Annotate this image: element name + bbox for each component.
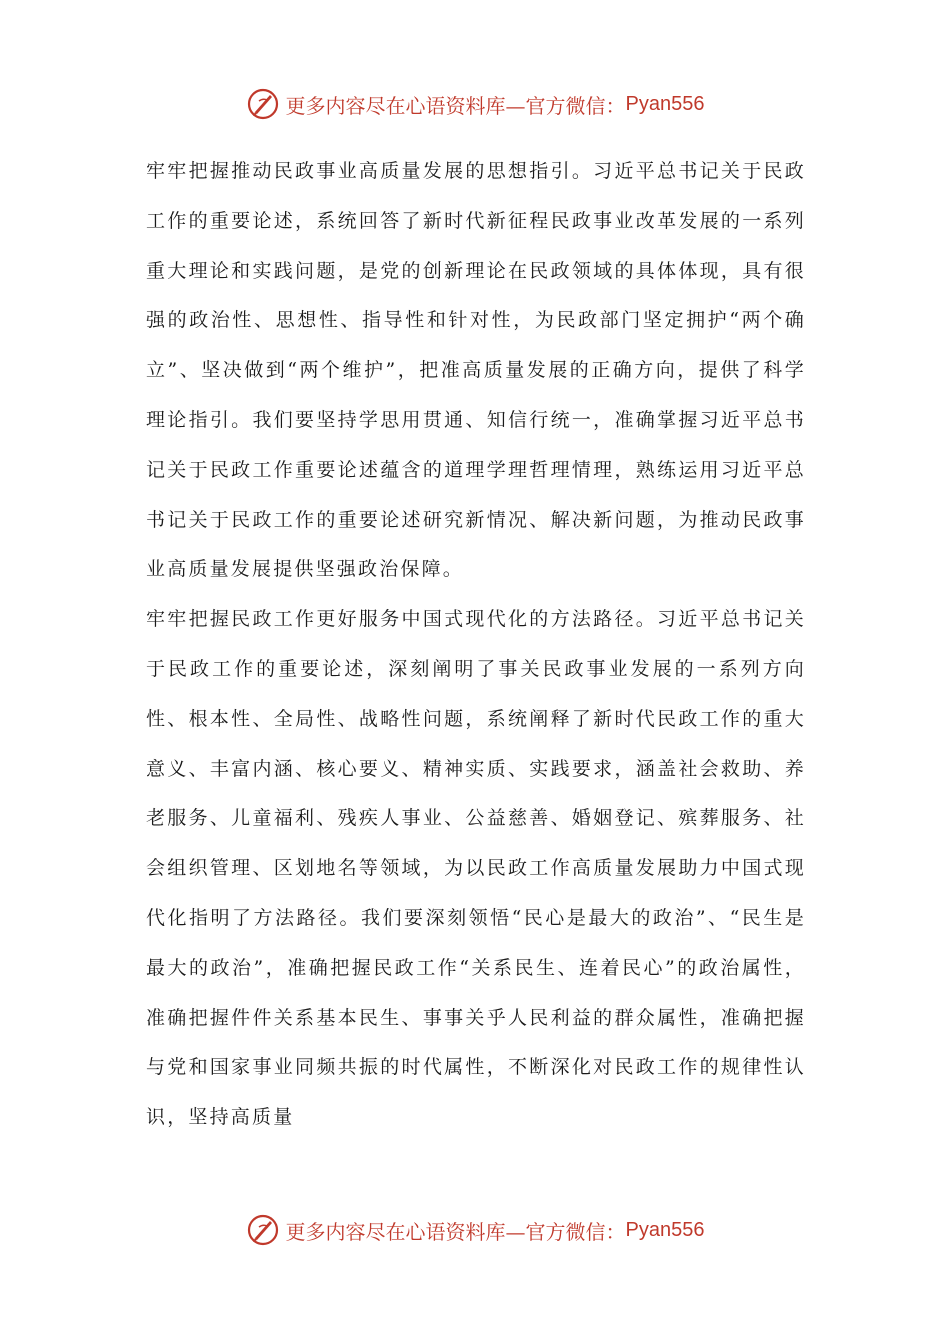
footer-watermark-banner	[0, 1210, 950, 1250]
header-watermark-banner	[0, 84, 950, 124]
paragraph-2: 牢牢把握民政工作更好服务中国式现代化的方法路径。习近平总书记关于民政工作的重要论述，深刻阐明了事关民政事业发展的一系列方向性、根本性、全局性、战略性问题，系统阐释了新时代民政工作的重大意义、丰富内涵、核心要义、精神实质、实践要求，涵盖社会救助、养老服务、儿童福利、残疾人事业、公益慈善、婚姻登记、殡葬服务、社会组织管理、区划地名等领域，为以民政工作高质量发展助力中国式现代化指明了方法路径。我们要深刻领悟“民心是最大的政治”、“民生是最大的政治”，准确把握民政工作“关系民生、连着民心”的政治属性，准确把握件件关系基本民生、事事关乎人民利益的群众属性，准确把握与党和国家事业同频共振的时代属性，不断深化对民政工作的规律性认识，坚持高质量	[146, 608, 806, 1129]
paragraph-1: 牢牢把握推动民政事业高质量发展的思想指引。习近平总书记关于民政工作的重要论述，系统回答了新时代新征程民政事业改革发展的一系列重大理论和实践问题，是党的创新理论在民政领域的具体体现，具有很强的政治性、思想性、指导性和针对性，为民政部门坚定拥护“两个确立”、坚决做到“两个维护”，把准高质量发展的正确方向，提供了科学理论指引。我们要坚持学思用贯通、知信行统一，准确掌握习近平总书记关于民政工作重要论述蕴含的道理学理哲理情理，熟练运用习近平总书记关于民政工作的重要论述研究新情况、解决新问题，为推动民政事业高质量发展提供坚强政治保障。	[146, 160, 806, 581]
banner-wechat-handle: Pyan556	[625, 92, 705, 115]
banner-site-text: 更多内容尽在心语资料库—官方微信：	[285, 93, 626, 118]
banner-wechat-handle: Pyan556	[625, 1218, 705, 1241]
quill-pen-icon	[246, 1213, 280, 1247]
article-body	[146, 147, 806, 1143]
quill-pen-icon	[246, 87, 280, 121]
banner-site-text: 更多内容尽在心语资料库—官方微信：	[285, 1219, 626, 1244]
